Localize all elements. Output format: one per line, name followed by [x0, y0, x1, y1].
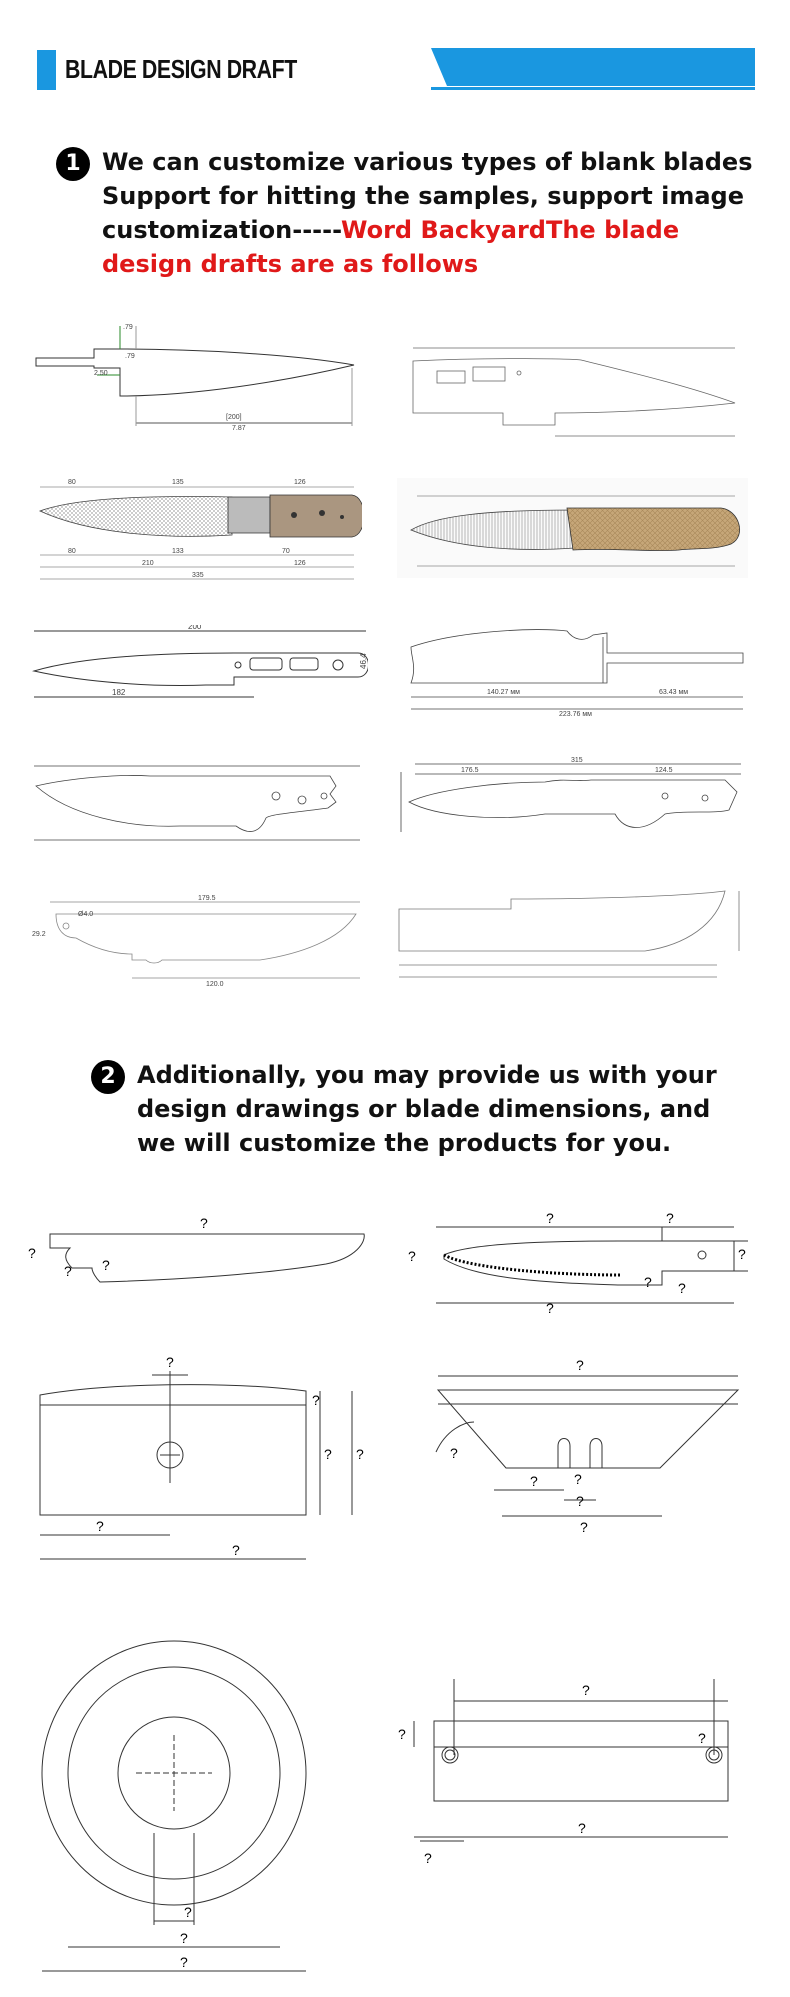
dim-label: .79 — [123, 324, 133, 331]
unknown-dim: ? — [576, 1493, 584, 1509]
unknown-dim: ? — [398, 1726, 406, 1742]
unknown-dim: ? — [450, 1445, 458, 1461]
dim-label: Ø4.0 — [78, 911, 94, 918]
header-stripe — [431, 48, 755, 86]
blade-draft-santoku — [395, 343, 745, 443]
section1-line: We can customize various types of blank blades — [102, 148, 753, 176]
unknown-dim: ? — [200, 1215, 208, 1231]
blade-draft-cleaver — [395, 885, 750, 990]
dim-label: 46.4 — [359, 653, 368, 669]
dim-label: 124.5 — [655, 767, 673, 774]
dim-label: 140.27 мм — [487, 689, 520, 696]
unknown-dim: ? — [698, 1730, 706, 1746]
dim-label: 63.43 мм — [659, 689, 689, 696]
dim-label: 2.50 — [94, 370, 108, 377]
dim-label: 182 — [112, 688, 126, 697]
dim-label: 223.76 мм — [559, 711, 592, 717]
unknown-dim: ? — [578, 1820, 586, 1836]
section-number-badge: 1 — [56, 147, 90, 181]
dim-label: 126 — [294, 560, 306, 567]
blade-draft-tactical-knife — [395, 752, 750, 847]
unknown-dim: ? — [580, 1519, 588, 1535]
unknown-dim: ? — [232, 1542, 240, 1558]
dim-label: 315 — [571, 757, 583, 764]
header-accent-bar — [37, 50, 56, 90]
blade-template-serrated-knife — [400, 1205, 750, 1320]
blade-draft-chef-knife — [32, 318, 362, 438]
section1-line3-black: customization----- — [102, 216, 341, 244]
unknown-dim: ? — [666, 1210, 674, 1226]
dim-label: 176.5 — [461, 767, 479, 774]
unknown-dim: ? — [102, 1257, 110, 1273]
blade-draft-serrated-fixed — [30, 756, 366, 846]
section-number-badge: 2 — [91, 1060, 125, 1094]
dim-label: 210 — [142, 560, 154, 567]
blade-template-straight-cutter — [28, 1343, 372, 1578]
dim-label: .79 — [125, 353, 135, 360]
unknown-dim: ? — [576, 1357, 584, 1373]
section2-line: design drawings or blade dimensions, and — [137, 1095, 711, 1123]
unknown-dim: ? — [28, 1245, 36, 1261]
blade-draft-utility-knife — [30, 890, 366, 990]
dim-label: 80 — [68, 548, 76, 555]
page-header — [37, 48, 755, 92]
dim-label: 200 — [188, 625, 202, 631]
unknown-dim: ? — [180, 1954, 188, 1970]
dim-label: [200] — [226, 414, 242, 421]
unknown-dim: ? — [644, 1274, 652, 1290]
unknown-dim: ? — [64, 1263, 72, 1279]
unknown-dim: ? — [424, 1850, 432, 1866]
unknown-dim: ? — [574, 1471, 582, 1487]
unknown-dim: ? — [546, 1300, 554, 1316]
unknown-dim: ? — [356, 1446, 364, 1462]
section2-line: Additionally, you may provide us with your — [137, 1061, 717, 1089]
unknown-dim: ? — [546, 1210, 554, 1226]
unknown-dim: ? — [96, 1518, 104, 1534]
blade-template-rectangular-blade — [384, 1635, 750, 1875]
unknown-dim: ? — [166, 1354, 174, 1370]
page-title: BLADE DESIGN DRAFT — [65, 54, 297, 84]
blade-template-bread-knife — [26, 1208, 372, 1304]
unknown-dim: ? — [582, 1682, 590, 1698]
blade-draft-gut-hook — [397, 617, 749, 717]
section1-line4-red: design drafts are as follows — [102, 250, 479, 278]
unknown-dim: ? — [738, 1246, 746, 1262]
dim-label: 120.0 — [206, 981, 224, 988]
blade-draft-bushcraft-knife — [395, 478, 750, 578]
unknown-dim: ? — [408, 1248, 416, 1264]
unknown-dim: ? — [530, 1473, 538, 1489]
dim-label: 70 — [282, 548, 290, 555]
dim-label: 80 — [68, 479, 76, 486]
section1-line3-red: Word BackyardThe blade — [340, 216, 680, 244]
blade-template-trapezoid-blade — [410, 1350, 750, 1570]
dim-label: 335 — [192, 572, 204, 579]
dim-label: 179.5 — [198, 895, 216, 902]
dim-label: 133 — [172, 548, 184, 555]
unknown-dim: ? — [184, 1904, 192, 1920]
dim-label: 126 — [294, 479, 306, 486]
section2-text — [137, 1058, 757, 1160]
header-rule — [431, 87, 755, 90]
dim-label: 7.87 — [232, 425, 246, 432]
blade-draft-kitchen-knife — [28, 625, 368, 705]
dim-label: 135 — [172, 479, 184, 486]
section1-text — [102, 145, 762, 281]
blade-template-circular-blade — [40, 1625, 370, 1985]
unknown-dim: ? — [312, 1392, 320, 1408]
section1-line — [102, 213, 762, 247]
blade-draft-hunting-knife — [32, 473, 362, 585]
section2-line: we will customize the products for you. — [137, 1129, 672, 1157]
unknown-dim: ? — [180, 1930, 188, 1946]
unknown-dim: ? — [678, 1280, 686, 1296]
dim-label: 29.2 — [32, 931, 46, 938]
section1-line: Support for hitting the samples, support image — [102, 182, 744, 210]
unknown-dim: ? — [324, 1446, 332, 1462]
